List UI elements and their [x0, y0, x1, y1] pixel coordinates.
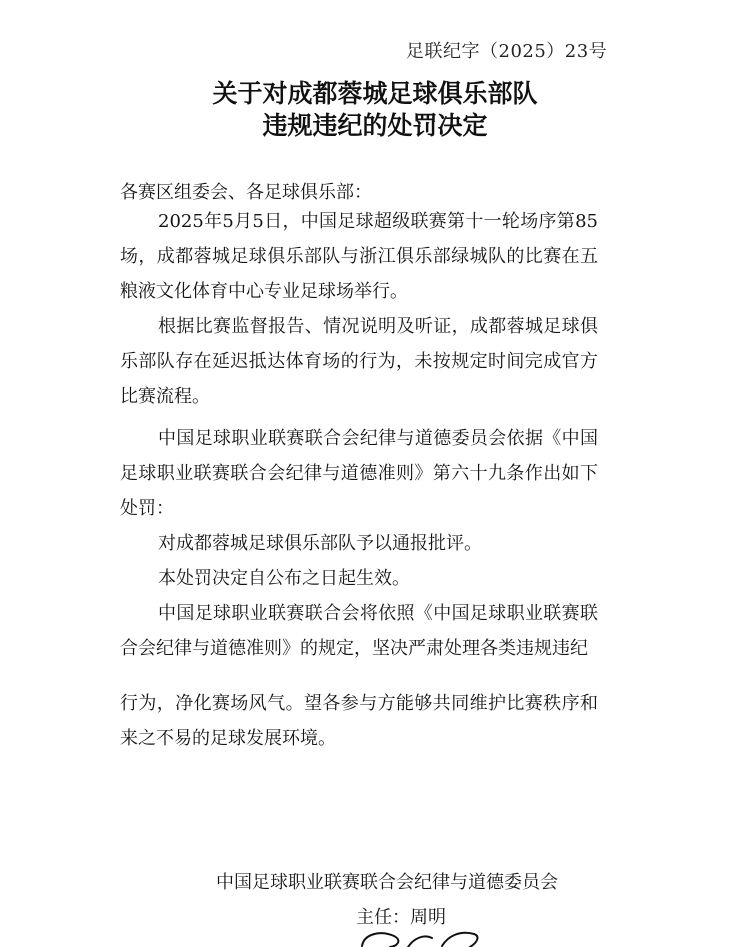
- paragraph-effective: 本处罚决定自公布之日起生效。: [158, 568, 410, 589]
- paragraph-penalty: 对成都蓉城足球俱乐部队予以通报批评。: [158, 533, 482, 554]
- director-signature-line: 主任：周明: [356, 907, 446, 928]
- document-number: 足联纪字（2025）23号: [406, 41, 608, 62]
- document-title-line-2: 违规违纪的处罚决定: [262, 111, 488, 140]
- handwritten-signature: [350, 920, 490, 947]
- paragraph-closing-continued: 行为，净化赛场风气。望各参与方能够共同维护比赛秩序和来之不易的足球发展环境。: [120, 693, 598, 749]
- document-title-line-1: 关于对成都蓉城足球俱乐部队: [212, 79, 538, 108]
- addressee: 各赛区组委会、各足球俱乐部：: [120, 182, 372, 203]
- paragraph-closing: 中国足球职业联赛联合会将依照《中国足球职业联赛联合会纪律与道德准则》的规定，坚决严肃处理各类违规违纪: [120, 603, 598, 659]
- paragraph-match-info: 2025年5月5日，中国足球超级联赛第十一轮场序第85场，成都蓉城足球俱乐部队与浙江俱乐部绿城队的比赛在五粮液文化体育中心专业足球场举行。: [120, 211, 598, 302]
- paragraph-violation: 根据比赛监督报告、情况说明及听证，成都蓉城足球俱乐部队存在延迟抵达体育场的行为，未按规定时间完成官方比赛流程。: [120, 316, 598, 407]
- paragraph-basis: 中国足球职业联赛联合会纪律与道德委员会依据《中国足球职业联赛联合会纪律与道德准则》第六十九条作出如下处罚：: [120, 428, 598, 519]
- signatory-organization: 中国足球职业联赛联合会纪律与道德委员会: [216, 872, 558, 893]
